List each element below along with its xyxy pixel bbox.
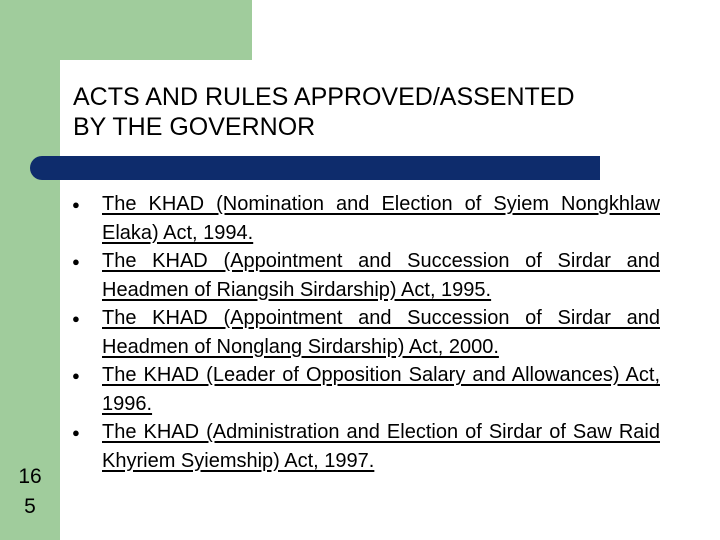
act-item-text: The KHAD (Administration and Election of Sirdar of Saw Raid Khyriem Syiemship) Act, 1997. (102, 421, 660, 472)
bullet-icon: ● (72, 311, 80, 326)
act-item-text: The KHAD (Leader of Opposition Salary and Allowances) Act, 1996. (102, 364, 660, 415)
bullet-icon: ● (72, 254, 80, 269)
act-item-text: The KHAD (Nomination and Election of Syiem Nongkhlaw Elaka) Act, 1994. (102, 193, 660, 244)
slide-title-line-2: BY THE GOVERNOR (73, 113, 316, 141)
act-item-1 (72, 190, 660, 247)
act-item-text: The KHAD (Appointment and Succession of Sirdar and Headmen of Nonglang Sirdarship) Act, 2000. (102, 307, 660, 358)
decorative-green-header-block (0, 0, 252, 60)
act-item-3 (72, 304, 660, 361)
act-item-4 (72, 361, 660, 418)
slide-number-line-2: 5 (24, 495, 36, 518)
slide-number-line-1: 16 (18, 465, 42, 488)
title-underline-bar (30, 156, 600, 180)
slide-number (0, 462, 60, 522)
act-item-text: The KHAD (Appointment and Succession of Sirdar and Headmen of Riangsih Sirdarship) Act, 1995. (102, 250, 660, 301)
bullet-icon: ● (72, 197, 80, 212)
bullet-icon: ● (72, 425, 80, 440)
slide-title (73, 82, 693, 142)
slide-title-line-1: ACTS AND RULES APPROVED/ASSENTED (73, 83, 575, 111)
bullet-icon: ● (72, 368, 80, 383)
act-item-5 (72, 418, 660, 475)
acts-list (72, 190, 660, 475)
act-item-2 (72, 247, 660, 304)
